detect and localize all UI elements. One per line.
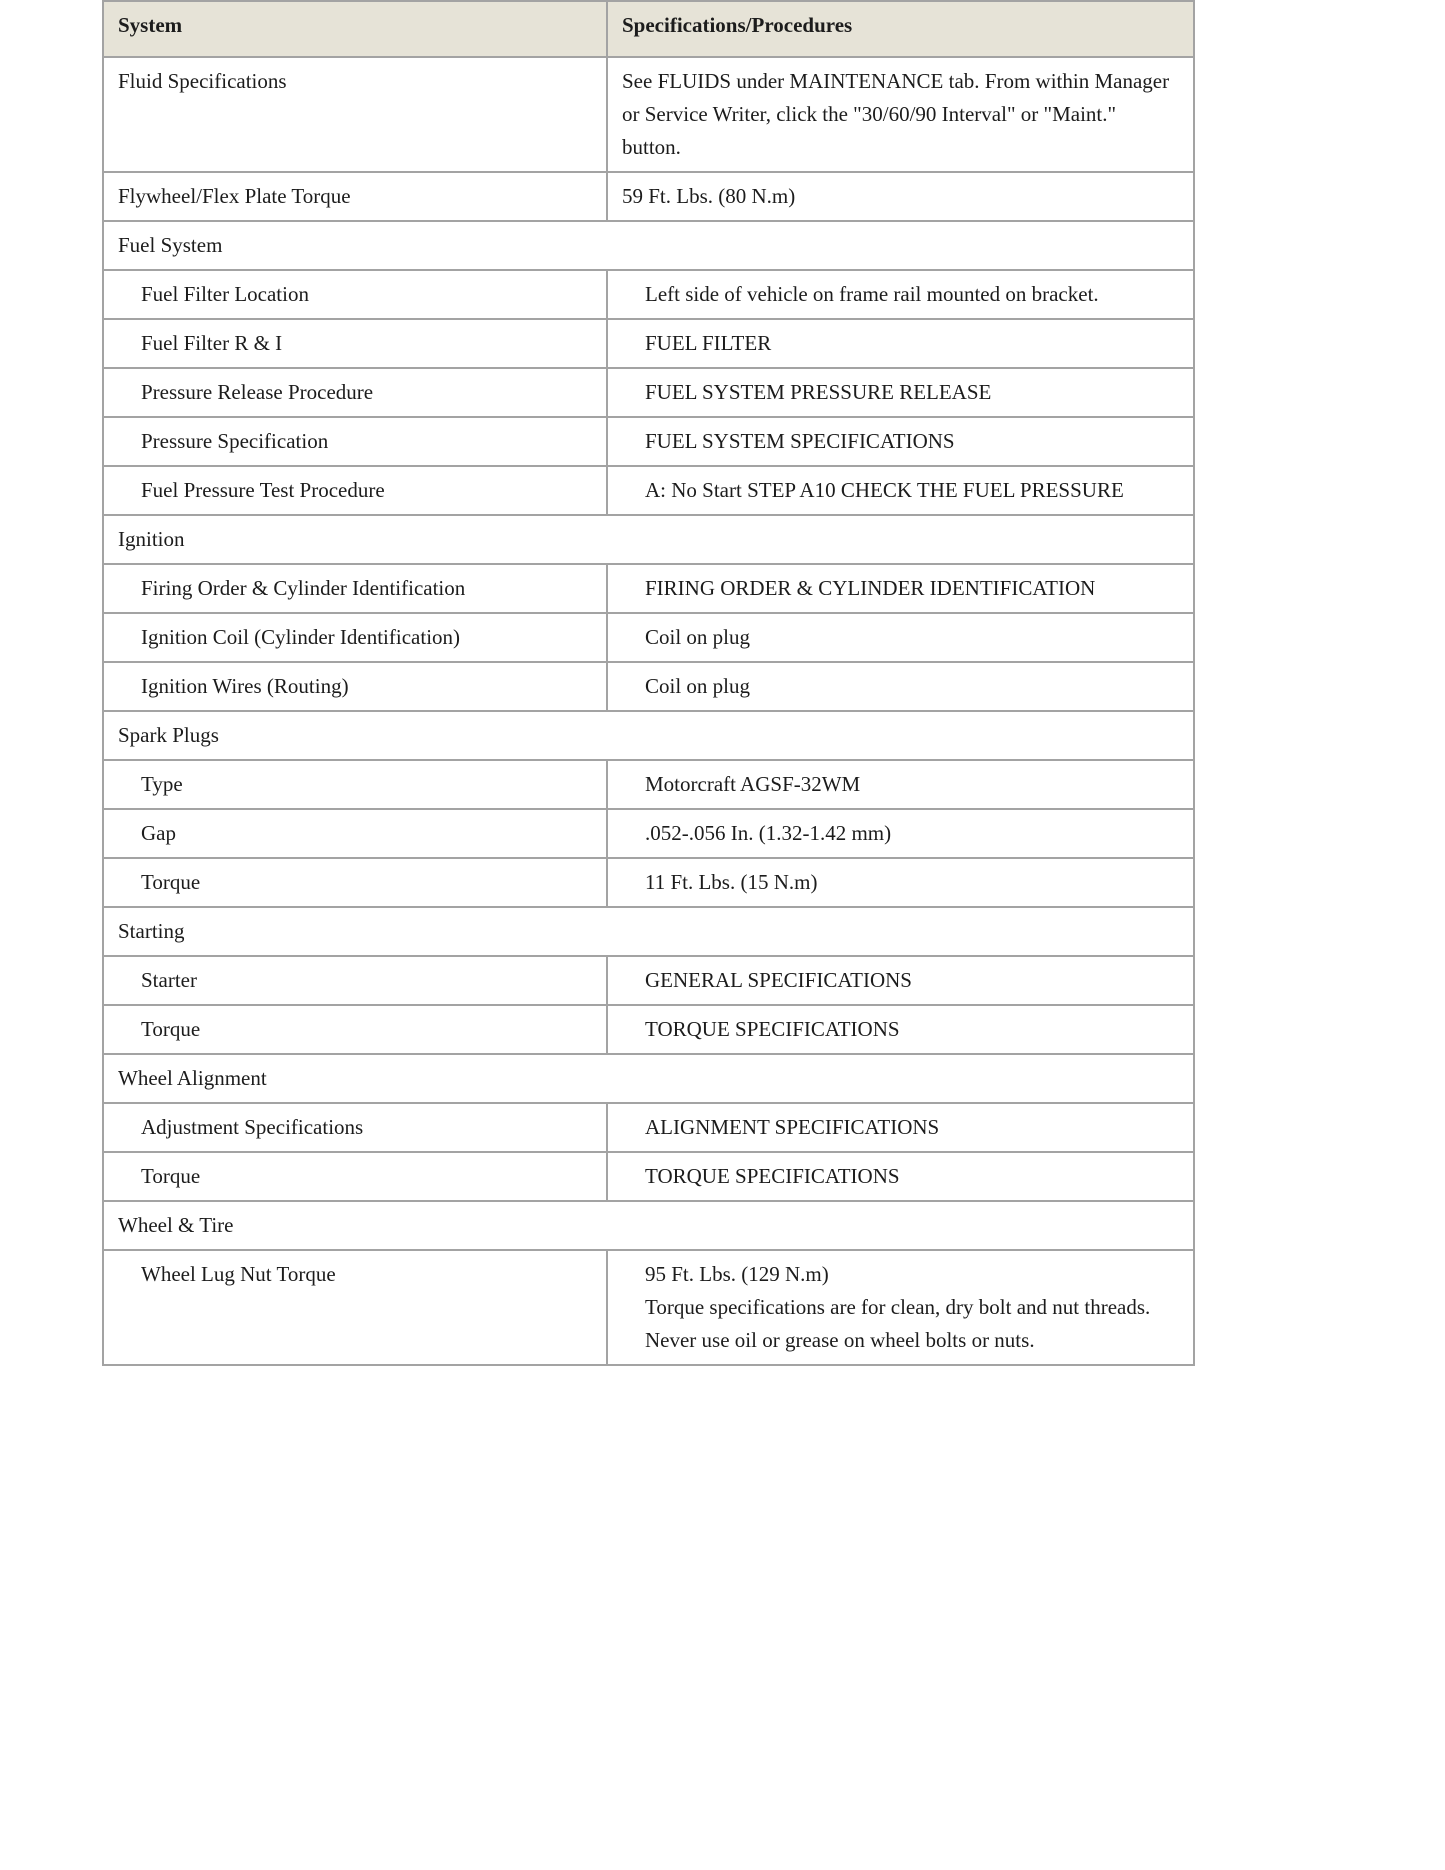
row-value: FUEL SYSTEM PRESSURE RELEASE	[607, 368, 1194, 417]
row-label: Torque	[103, 1152, 607, 1201]
row-label: Flywheel/Flex Plate Torque	[103, 172, 607, 221]
section-row	[103, 221, 1194, 270]
table-row	[103, 564, 1194, 613]
section-heading-starting: Starting	[103, 907, 1194, 956]
row-value-cell	[607, 1250, 1194, 1365]
table-row	[103, 1005, 1194, 1054]
row-label: Adjustment Specifications	[103, 1103, 607, 1152]
row-value: TORQUE SPECIFICATIONS	[607, 1152, 1194, 1201]
table-row	[103, 662, 1194, 711]
column-header-system: System	[103, 1, 607, 57]
row-value: .052-.056 In. (1.32-1.42 mm)	[607, 809, 1194, 858]
section-row	[103, 711, 1194, 760]
row-value: 59 Ft. Lbs. (80 N.m)	[607, 172, 1194, 221]
row-value: Left side of vehicle on frame rail mounted on bracket.	[607, 270, 1194, 319]
section-row	[103, 907, 1194, 956]
section-heading-wheel-tire: Wheel & Tire	[103, 1201, 1194, 1250]
table-row	[103, 57, 1194, 172]
table-row	[103, 417, 1194, 466]
row-label: Starter	[103, 956, 607, 1005]
row-value: 95 Ft. Lbs. (129 N.m)	[645, 1262, 829, 1286]
row-value: TORQUE SPECIFICATIONS	[607, 1005, 1194, 1054]
table-header-row	[103, 1, 1194, 57]
table-row	[103, 1152, 1194, 1201]
row-value: Coil on plug	[607, 613, 1194, 662]
row-label: Fuel Pressure Test Procedure	[103, 466, 607, 515]
row-label: Ignition Coil (Cylinder Identification)	[103, 613, 607, 662]
table-row	[103, 270, 1194, 319]
table-row	[103, 613, 1194, 662]
row-value: GENERAL SPECIFICATIONS	[607, 956, 1194, 1005]
row-label: Gap	[103, 809, 607, 858]
section-heading-ignition: Ignition	[103, 515, 1194, 564]
specifications-table	[102, 0, 1195, 1366]
table-row	[103, 466, 1194, 515]
row-value: A: No Start STEP A10 CHECK THE FUEL PRESSURE	[607, 466, 1194, 515]
row-value: FUEL FILTER	[607, 319, 1194, 368]
row-note: Torque specifications are for clean, dry bolt and nut threads. Never use oil or grease on wheel bolts or nuts.	[645, 1295, 1151, 1352]
row-label: Torque	[103, 1005, 607, 1054]
section-heading-fuel-system: Fuel System	[103, 221, 1194, 270]
section-heading-spark-plugs: Spark Plugs	[103, 711, 1194, 760]
row-label: Ignition Wires (Routing)	[103, 662, 607, 711]
row-label: Type	[103, 760, 607, 809]
row-value: Coil on plug	[607, 662, 1194, 711]
row-label: Fuel Filter R & I	[103, 319, 607, 368]
row-value: Motorcraft AGSF-32WM	[607, 760, 1194, 809]
table-row	[103, 858, 1194, 907]
row-label: Wheel Lug Nut Torque	[103, 1250, 607, 1365]
row-label: Pressure Release Procedure	[103, 368, 607, 417]
column-header-specifications: Specifications/Procedures	[607, 1, 1194, 57]
row-value: ALIGNMENT SPECIFICATIONS	[607, 1103, 1194, 1152]
row-label: Firing Order & Cylinder Identification	[103, 564, 607, 613]
row-label: Fuel Filter Location	[103, 270, 607, 319]
table-row	[103, 172, 1194, 221]
section-row	[103, 515, 1194, 564]
table-row	[103, 319, 1194, 368]
table-row	[103, 956, 1194, 1005]
row-value: See FLUIDS under MAINTENANCE tab. From within Manager or Service Writer, click the "30/60/90 Interval" or "Maint." button.	[607, 57, 1194, 172]
table-row	[103, 1103, 1194, 1152]
table-row	[103, 809, 1194, 858]
row-label: Fluid Specifications	[103, 57, 607, 172]
section-row	[103, 1201, 1194, 1250]
table-row	[103, 368, 1194, 417]
table-row	[103, 1250, 1194, 1365]
section-row	[103, 1054, 1194, 1103]
row-label: Torque	[103, 858, 607, 907]
row-value: FIRING ORDER & CYLINDER IDENTIFICATION	[607, 564, 1194, 613]
row-value: FUEL SYSTEM SPECIFICATIONS	[607, 417, 1194, 466]
row-value: 11 Ft. Lbs. (15 N.m)	[607, 858, 1194, 907]
table-row	[103, 760, 1194, 809]
row-label: Pressure Specification	[103, 417, 607, 466]
section-heading-wheel-alignment: Wheel Alignment	[103, 1054, 1194, 1103]
